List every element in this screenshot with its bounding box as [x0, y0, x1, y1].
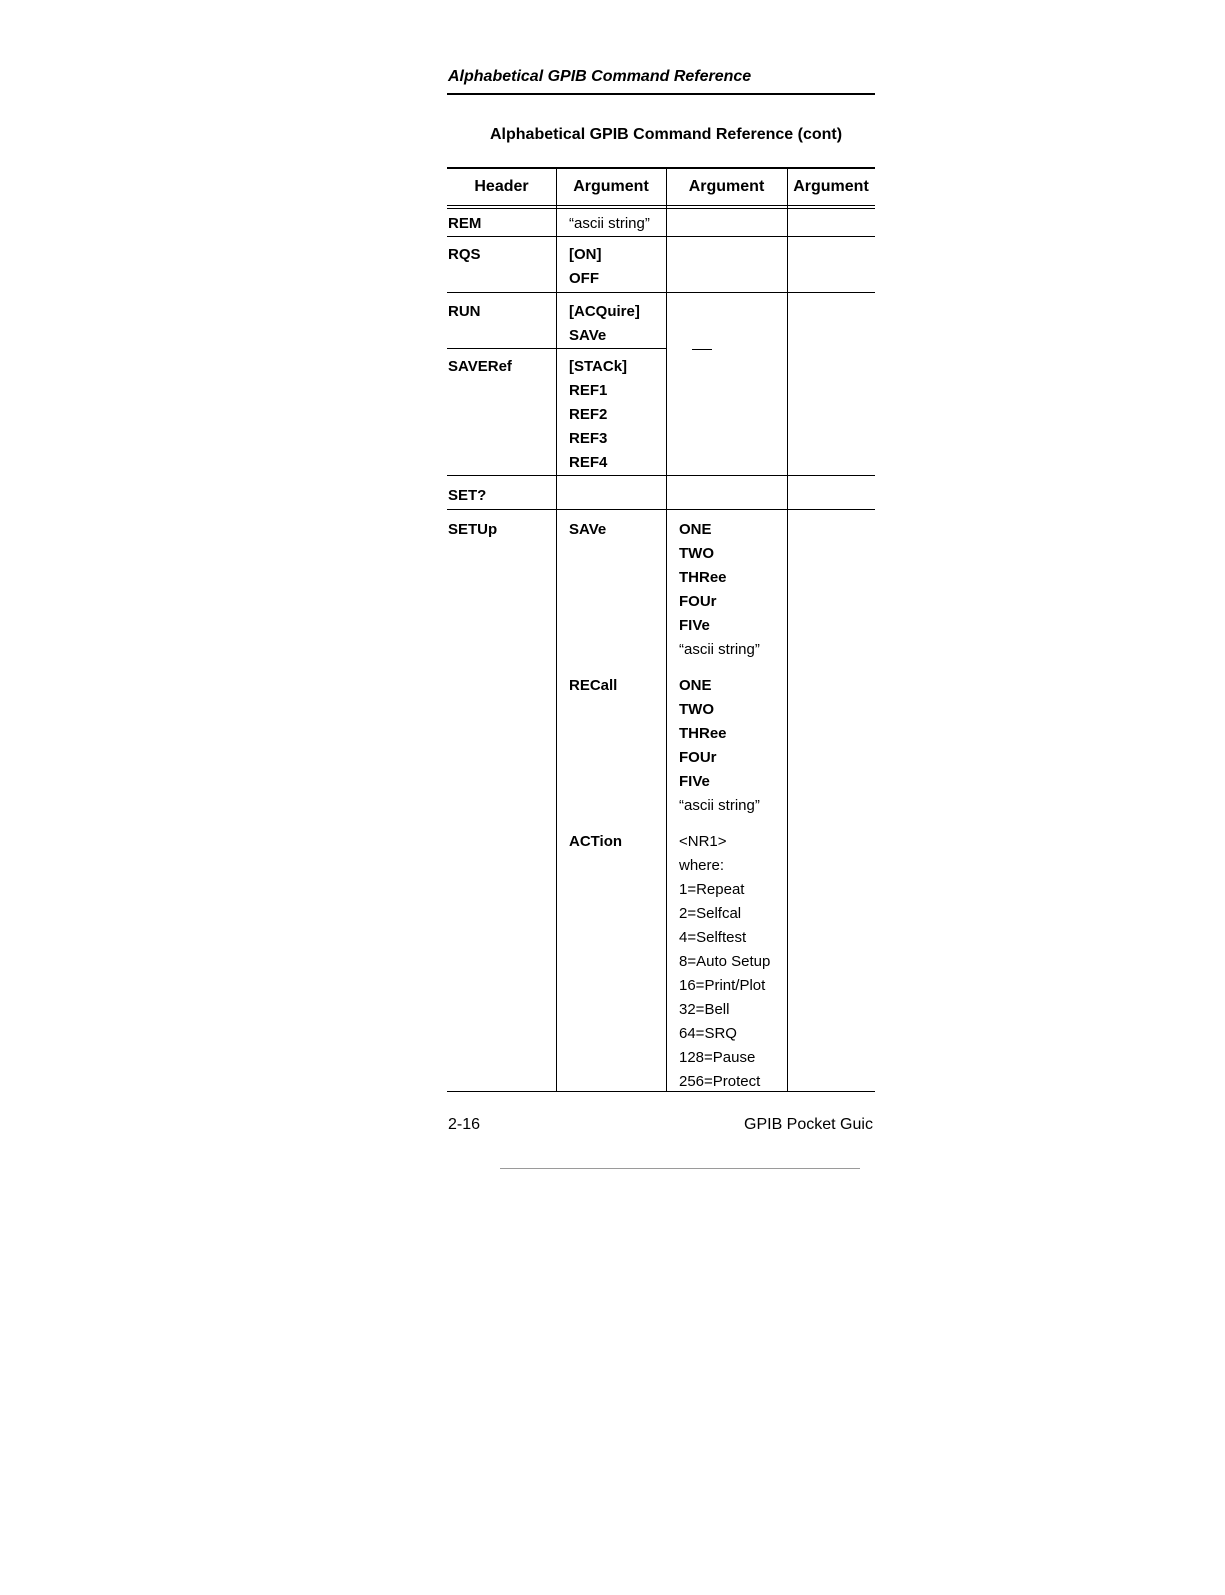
rqs-arg1-0: [ON]	[569, 246, 602, 263]
row-rule-set	[447, 509, 875, 510]
row-rule-saveref	[447, 475, 875, 476]
scan-artifact-line	[500, 1168, 860, 1169]
row-header-run: RUN	[448, 303, 481, 320]
setup-action-arg2-6: 16=Print/Plot	[679, 977, 766, 994]
setup-save-arg2-1: TWO	[679, 545, 714, 562]
setup-action-arg1: ACTion	[569, 833, 623, 850]
col-divider-1	[556, 167, 557, 1092]
setup-action-arg2-9: 128=Pause	[679, 1049, 756, 1066]
row-rule-run-fragment	[692, 349, 712, 350]
setup-action-arg2-7: 32=Bell	[679, 1001, 730, 1018]
setup-action-arg2-8: 64=SRQ	[679, 1025, 737, 1042]
row-rule-rem	[447, 236, 875, 237]
setup-save-arg2-3: FOUr	[679, 593, 717, 610]
header-double-rule-b	[447, 208, 875, 209]
col-header-argument-3: Argument	[793, 178, 869, 195]
running-head-rule	[447, 93, 875, 95]
setup-recall-arg2-4: FIVe	[679, 773, 710, 790]
row-header-set: SET?	[448, 487, 487, 504]
setup-save-arg2-4: FIVe	[679, 617, 710, 634]
running-head: Alphabetical GPIB Command Reference	[448, 68, 752, 85]
table-top-rule	[447, 167, 875, 169]
table-title: Alphabetical GPIB Command Reference (cont)	[490, 126, 843, 143]
saveref-arg1-0: [STACk]	[569, 358, 628, 375]
rqs-arg1-1: OFF	[569, 270, 599, 287]
setup-save-arg1: SAVe	[569, 521, 607, 538]
setup-recall-arg2-2: THRee	[679, 725, 727, 742]
setup-action-arg2-1: where:	[679, 857, 725, 874]
setup-save-arg2-5: “ascii string”	[679, 641, 760, 658]
col-header-argument-2: Argument	[688, 178, 765, 195]
col-divider-3	[787, 167, 788, 1092]
saveref-arg1-4: REF4	[569, 454, 608, 471]
footer-book-title: GPIB Pocket Guic	[744, 1116, 873, 1133]
col-divider-2	[666, 167, 667, 1092]
run-arg1-1: SAVe	[569, 327, 607, 344]
setup-action-arg2-4: 4=Selftest	[679, 929, 747, 946]
setup-recall-arg2-5: “ascii string”	[679, 797, 760, 814]
setup-save-arg2-0: ONE	[679, 521, 712, 538]
row-header-rqs: RQS	[448, 246, 481, 263]
setup-recall-arg1: RECall	[569, 677, 618, 694]
setup-action-arg2-10: 256=Protect	[679, 1073, 761, 1090]
setup-recall-arg2-0: ONE	[679, 677, 712, 694]
saveref-arg1-2: REF2	[569, 406, 608, 423]
setup-action-arg2-0: <NR1>	[679, 833, 727, 850]
setup-save-arg2-2: THRee	[679, 569, 727, 586]
setup-action-arg2-2: 1=Repeat	[679, 881, 745, 898]
row-header-setup: SETUp	[448, 521, 498, 538]
saveref-arg1-3: REF3	[569, 430, 608, 447]
saveref-arg1-1: REF1	[569, 382, 608, 399]
run-arg1-0: [ACQuire]	[569, 303, 640, 320]
row-header-rem: REM	[448, 215, 482, 232]
setup-recall-arg2-1: TWO	[679, 701, 714, 718]
row-rule-rqs	[447, 292, 875, 293]
setup-action-arg2-5: 8=Auto Setup	[679, 953, 771, 970]
table-bottom-rule	[447, 1091, 875, 1092]
row-rule-run	[447, 348, 667, 349]
header-double-rule-a	[447, 205, 875, 206]
rem-arg1-0: “ascii string”	[569, 215, 650, 232]
col-header-argument-1: Argument	[573, 178, 649, 195]
setup-recall-arg2-3: FOUr	[679, 749, 717, 766]
footer-page-number: 2-16	[448, 1116, 481, 1133]
row-header-saveref: SAVERef	[448, 358, 512, 375]
setup-action-arg2-3: 2=Selfcal	[679, 905, 742, 922]
col-header-header: Header	[474, 178, 529, 195]
